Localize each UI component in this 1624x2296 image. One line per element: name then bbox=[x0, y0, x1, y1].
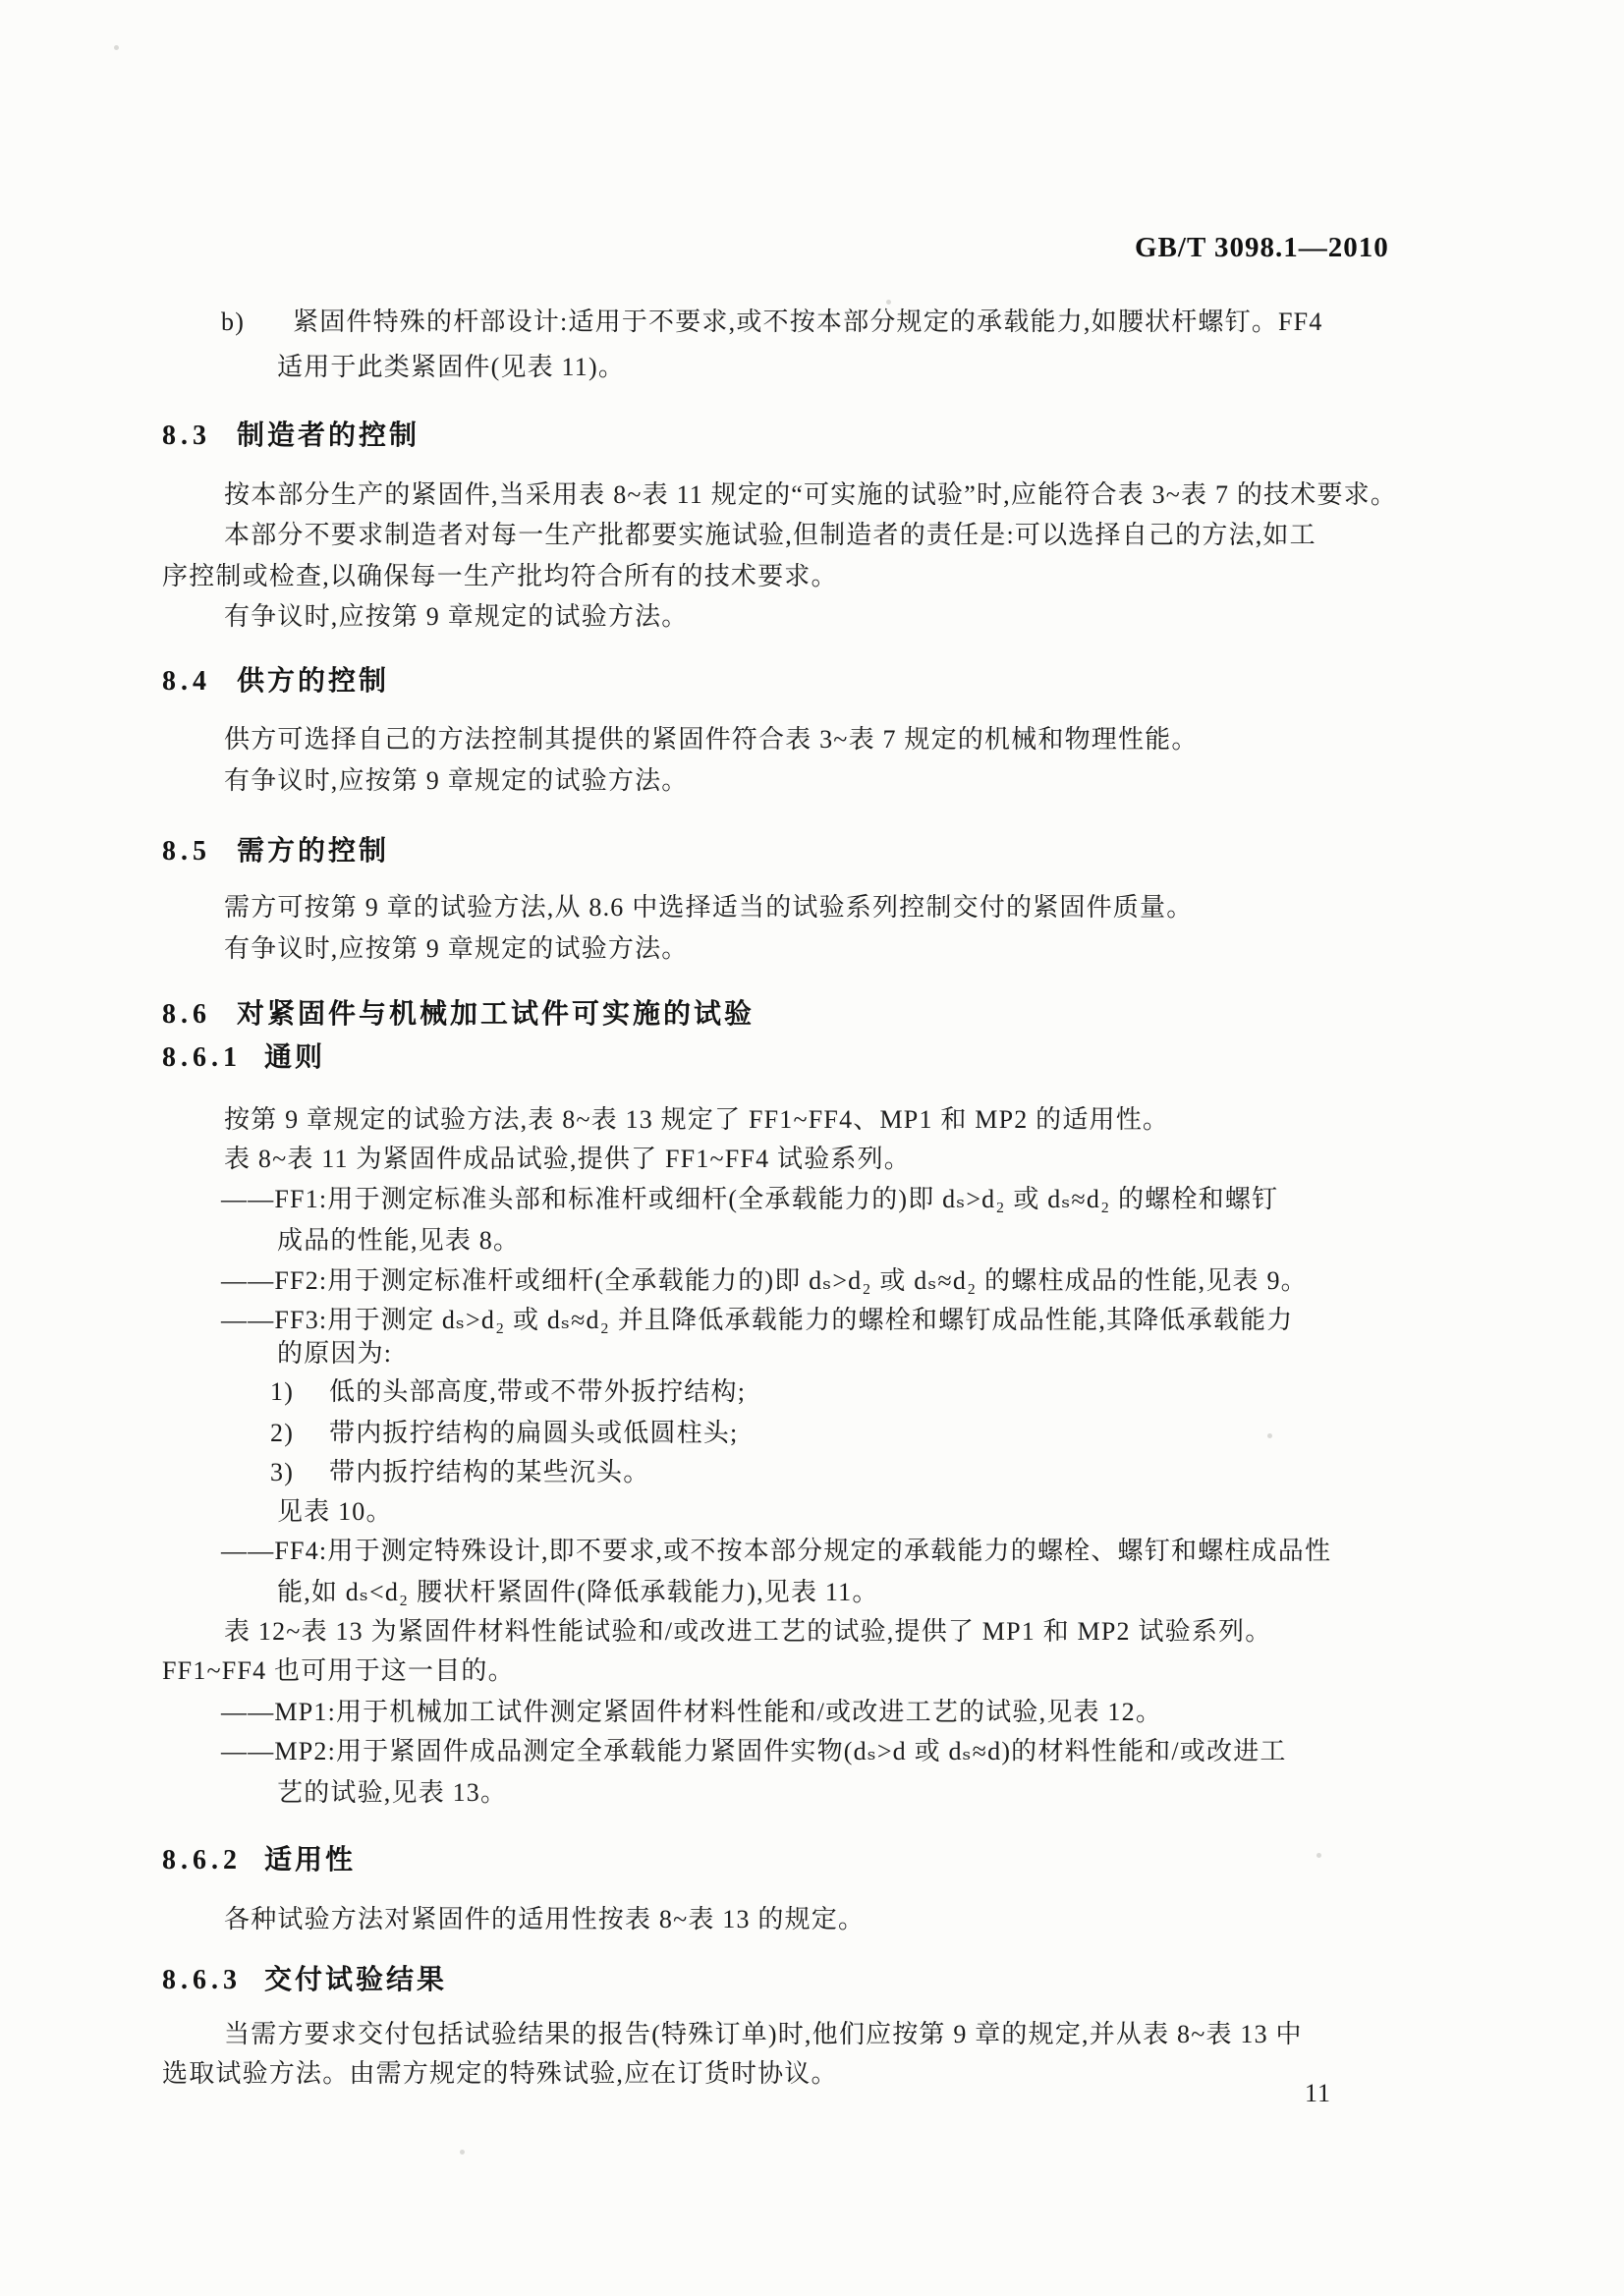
list-item-b-line1 bbox=[221, 305, 1323, 340]
ff3-sub-item-3 bbox=[270, 1455, 649, 1490]
section-8-6-1-heading bbox=[162, 1036, 325, 1075]
scan-speck bbox=[886, 300, 891, 305]
section-8-5-title: 需方的控制 bbox=[237, 836, 390, 867]
mp1-item: ——MP1:用于机械加工试件测定紧固件材料性能和/或改进工艺的试验,见表 12。 bbox=[221, 1698, 1163, 1726]
sub-item-1-marker: 1) bbox=[270, 1377, 295, 1406]
mp2-item-line2: 艺的试验,见表 13。 bbox=[277, 1778, 508, 1807]
ff3-sub-item-2 bbox=[270, 1416, 738, 1451]
section-8-5-heading bbox=[162, 829, 389, 868]
scan-speck bbox=[460, 2150, 465, 2155]
section-8-6-1-number: 8.6.1 bbox=[162, 1042, 242, 1073]
ff1-item-line1: ——FF1:用于测定标准头部和标准杆或细杆(全承载能力的)即 dₛ>d₂ 或 dₛ≈d₂ 的螺栓和螺钉 bbox=[221, 1185, 1279, 1213]
section-8-4-paragraph-1: 供方可选择自己的方法控制其提供的紧固件符合表 3~表 7 规定的机械和物理性能。 bbox=[224, 725, 1199, 754]
section-8-6-1-paragraph-3-line2: FF1~FF4 也可用于这一目的。 bbox=[162, 1656, 515, 1685]
section-8-6-3-title: 交付试验结果 bbox=[264, 1965, 448, 1995]
list-item-b-marker: b) bbox=[221, 308, 246, 336]
sub-item-2-marker: 2) bbox=[270, 1419, 295, 1447]
section-8-6-1-title: 通则 bbox=[264, 1042, 326, 1073]
section-8-6-1-paragraph-3-line1: 表 12~表 13 为紧固件材料性能试验和/或改进工艺的试验,提供了 MP1 和 MP2 试验系列。 bbox=[224, 1617, 1272, 1646]
sub-item-3-marker: 3) bbox=[270, 1458, 295, 1486]
ff3-item-line1: ——FF3:用于测定 dₛ>d₂ 或 dₛ≈d₂ 并且降低承载能力的螺栓和螺钉成品性能,其降低承载能力 bbox=[221, 1306, 1294, 1334]
list-item-b-line2: 适用于此类紧固件(见表 11)。 bbox=[277, 353, 626, 381]
section-8-3-paragraph-2-line2: 序控制或检查,以确保每一生产批均符合所有的技术要求。 bbox=[162, 562, 838, 590]
page-number: 11 bbox=[1305, 2079, 1332, 2107]
section-8-6-3-paragraph-1-line1: 当需方要求交付包括试验结果的报告(特殊订单)时,他们应按第 9 章的规定,并从表 8~表 13 中 bbox=[224, 2020, 1303, 2048]
section-8-6-3-paragraph-1-line2: 选取试验方法。由需方规定的特殊试验,应在订货时协议。 bbox=[162, 2059, 838, 2088]
section-8-6-2-paragraph-1: 各种试验方法对紧固件的适用性按表 8~表 13 的规定。 bbox=[224, 1905, 866, 1933]
section-8-5-paragraph-1: 需方可按第 9 章的试验方法,从 8.6 中选择适当的试验系列控制交付的紧固件质量。 bbox=[224, 893, 1194, 922]
ff4-item-line2: 能,如 dₛ<d₂ 腰状杆紧固件(降低承载能力),见表 11。 bbox=[277, 1578, 879, 1606]
section-8-6-2-number: 8.6.2 bbox=[162, 1845, 242, 1876]
section-8-5-paragraph-2: 有争议时,应按第 9 章规定的试验方法。 bbox=[224, 934, 689, 963]
sub-item-3-text: 带内扳拧结构的某些沉头。 bbox=[329, 1458, 650, 1486]
section-8-3-title: 制造者的控制 bbox=[237, 420, 420, 451]
ff3-sub-item-1 bbox=[270, 1374, 746, 1410]
section-8-6-number: 8.6 bbox=[162, 999, 211, 1030]
ff1-item-line2: 成品的性能,见表 8。 bbox=[277, 1226, 521, 1255]
section-8-6-title: 对紧固件与机械加工试件可实施的试验 bbox=[237, 999, 756, 1030]
mp2-item-line1: ——MP2:用于紧固件成品测定全承载能力紧固件实物(dₛ>d 或 dₛ≈d)的材料性能和/或改进工 bbox=[221, 1737, 1287, 1765]
section-8-6-heading bbox=[162, 992, 755, 1032]
section-8-3-paragraph-1: 按本部分生产的紧固件,当采用表 8~表 11 规定的“可实施的试验”时,应能符合表 3~表 7 的技术要求。 bbox=[224, 480, 1398, 509]
section-8-6-3-number: 8.6.3 bbox=[162, 1965, 242, 1995]
scan-speck bbox=[1267, 1433, 1272, 1438]
section-8-6-2-title: 适用性 bbox=[264, 1845, 357, 1876]
section-8-4-title: 供方的控制 bbox=[237, 666, 390, 697]
ff4-item-line1: ——FF4:用于测定特殊设计,即不要求,或不按本部分规定的承载能力的螺栓、螺钉和螺柱成品性 bbox=[221, 1537, 1332, 1565]
section-8-3-number: 8.3 bbox=[162, 420, 211, 451]
section-8-3-paragraph-2-line1: 本部分不要求制造者对每一生产批都要实施试验,但制造者的责任是:可以选择自己的方法,如工 bbox=[224, 521, 1316, 549]
ff3-see-table10: 见表 10。 bbox=[277, 1497, 393, 1526]
section-8-6-3-heading bbox=[162, 1958, 447, 1997]
ff3-item-line2: 的原因为: bbox=[277, 1339, 393, 1368]
section-8-6-2-heading bbox=[162, 1838, 356, 1877]
section-8-3-paragraph-3: 有争议时,应按第 9 章规定的试验方法。 bbox=[224, 602, 689, 631]
section-8-4-number: 8.4 bbox=[162, 666, 211, 697]
section-8-6-1-paragraph-2: 表 8~表 11 为紧固件成品试验,提供了 FF1~FF4 试验系列。 bbox=[224, 1145, 912, 1173]
ff2-item: ——FF2:用于测定标准杆或细杆(全承载能力的)即 dₛ>d₂ 或 dₛ≈d₂ 的螺柱成品的性能,见表 9。 bbox=[221, 1266, 1308, 1295]
section-8-4-heading bbox=[162, 659, 389, 699]
standard-number-header: GB/T 3098.1—2010 bbox=[1135, 232, 1389, 263]
section-8-6-1-paragraph-1: 按第 9 章规定的试验方法,表 8~表 13 规定了 FF1~FF4、MP1 和 MP2 的适用性。 bbox=[224, 1105, 1170, 1134]
sub-item-2-text: 带内扳拧结构的扁圆头或低圆柱头; bbox=[329, 1419, 739, 1447]
sub-item-1-text: 低的头部高度,带或不带外扳拧结构; bbox=[329, 1377, 747, 1406]
scan-speck bbox=[1316, 1853, 1321, 1858]
list-item-b-text: 紧固件特殊的杆部设计:适用于不要求,或不按本部分规定的承载能力,如腰状杆螺钉。FF4 bbox=[293, 308, 1323, 336]
section-8-3-heading bbox=[162, 414, 420, 453]
section-8-5-number: 8.5 bbox=[162, 836, 211, 867]
section-8-4-paragraph-2: 有争议时,应按第 9 章规定的试验方法。 bbox=[224, 766, 689, 795]
scan-speck bbox=[114, 45, 119, 50]
